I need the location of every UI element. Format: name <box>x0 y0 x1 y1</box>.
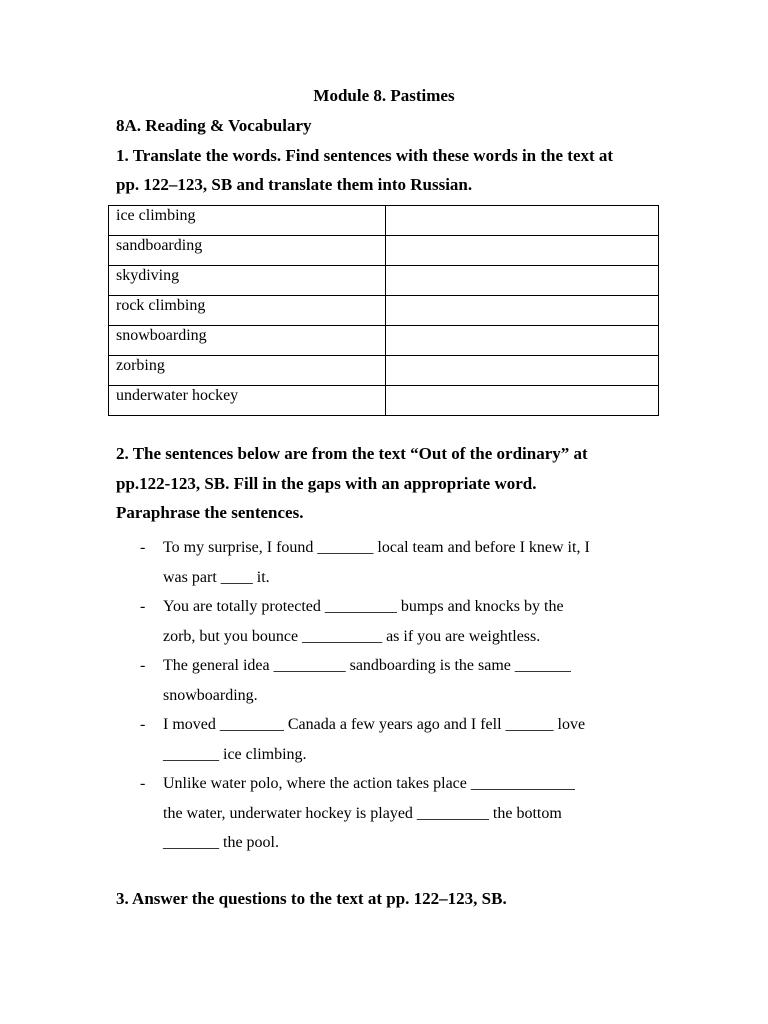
sentence-line: _______ the pool. <box>163 834 279 851</box>
sentence-line: To my surprise, I found _______ local team and before I knew it, I <box>163 539 590 556</box>
table-row <box>109 296 659 326</box>
list-item <box>140 710 683 769</box>
translation-cell[interactable] <box>386 266 659 296</box>
translation-cell[interactable] <box>386 356 659 386</box>
bullet-dash: - <box>140 716 146 733</box>
bullet-dash: - <box>140 598 146 615</box>
table-row <box>109 356 659 386</box>
table-row <box>109 266 659 296</box>
sentence-line: The general idea _________ sandboarding is the same _______ <box>163 657 571 674</box>
task2-instruction-line3: Paraphrase the sentences. <box>116 503 304 522</box>
table-row <box>109 206 659 236</box>
translation-cell[interactable] <box>386 236 659 266</box>
sentence-line: You are totally protected _________ bumps and knocks by the <box>163 598 564 615</box>
word-cell: rock climbing <box>109 296 386 326</box>
list-item <box>140 651 683 710</box>
table-row <box>109 386 659 416</box>
sentence-line: _______ ice climbing. <box>163 745 307 763</box>
gap-fill-list <box>140 533 683 858</box>
translation-cell[interactable] <box>386 296 659 326</box>
section-heading: 8A. Reading & Vocabulary <box>116 116 312 135</box>
word-cell: underwater hockey <box>109 386 386 416</box>
list-item <box>140 592 683 651</box>
word-cell: zorbing <box>109 356 386 386</box>
list-item <box>140 769 683 858</box>
translation-cell[interactable] <box>386 326 659 356</box>
vocabulary-table <box>108 205 659 416</box>
word-cell: snowboarding <box>109 326 386 356</box>
table-row <box>109 326 659 356</box>
table-row <box>109 236 659 266</box>
task2-instruction-line1: 2. The sentences below are from the text “Out of the ordinary” at <box>116 444 588 463</box>
word-cell: skydiving <box>109 266 386 296</box>
sentence-line: the water, underwater hockey is played _________ the bottom <box>163 804 562 822</box>
bullet-dash: - <box>140 539 146 556</box>
translation-cell[interactable] <box>386 206 659 236</box>
sentence-line: I moved ________ Canada a few years ago and I fell ______ love <box>163 716 586 733</box>
sentence-line: Unlike water polo, where the action takes place _____________ <box>163 775 575 792</box>
translation-cell[interactable] <box>386 386 659 416</box>
task3-instruction: 3. Answer the questions to the text at pp. 122–123, SB. <box>116 889 507 908</box>
page-title: Module 8. Pastimes <box>313 86 455 105</box>
list-item <box>140 533 683 592</box>
sentence-line: was part ____ it. <box>163 568 270 586</box>
word-cell: ice climbing <box>109 206 386 236</box>
bullet-dash: - <box>140 775 146 792</box>
task2-instruction-line2: pp.122-123, SB. Fill in the gaps with an appropriate word. <box>116 474 537 493</box>
word-cell: sandboarding <box>109 236 386 266</box>
sentence-line: snowboarding. <box>163 686 258 704</box>
task1-instruction-line2: pp. 122–123, SB and translate them into Russian. <box>116 175 473 194</box>
sentence-line: zorb, but you bounce __________ as if you are weightless. <box>163 627 541 645</box>
bullet-dash: - <box>140 657 146 674</box>
task1-instruction-line1: 1. Translate the words. Find sentences with these words in the text at <box>116 146 614 165</box>
